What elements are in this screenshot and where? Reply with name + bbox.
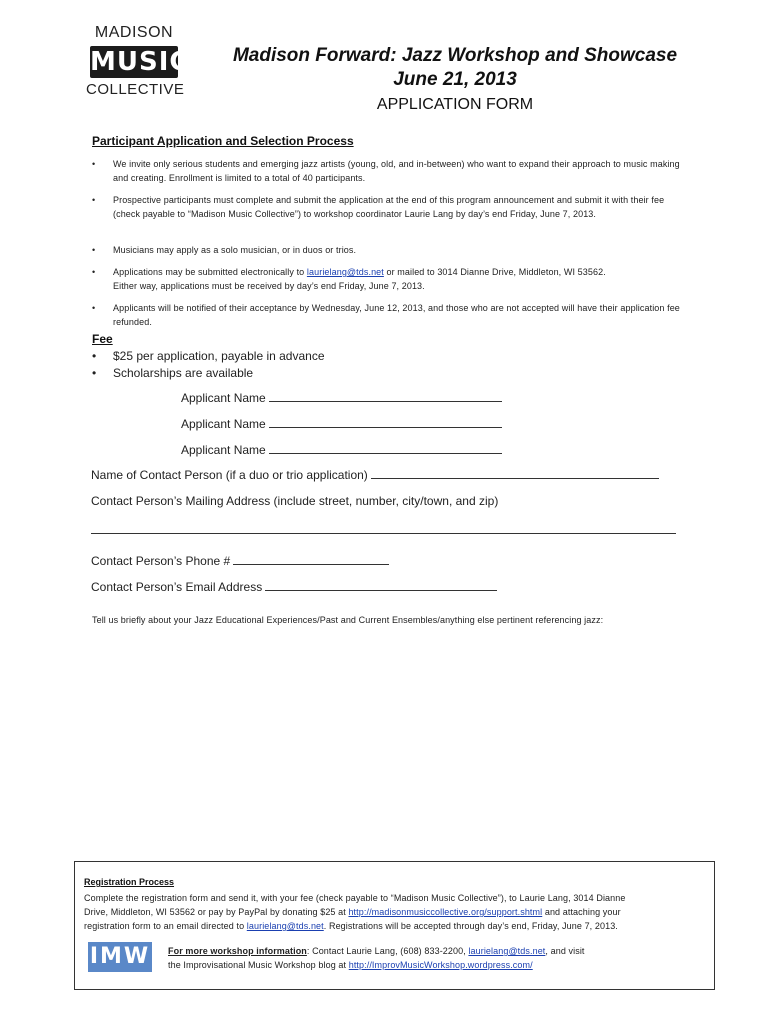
phone-input[interactable] <box>233 554 389 565</box>
contact-name-input[interactable] <box>371 468 659 479</box>
applicant-name-input-1[interactable] <box>269 391 502 402</box>
fee-heading: Fee <box>92 332 113 346</box>
bullet-icon: • <box>92 159 96 169</box>
imw-logo: IMW <box>88 942 152 972</box>
mailing-address-label: Contact Person’s Mailing Address (include street, number, city/town, and zip) <box>91 494 499 508</box>
bullet-icon: • <box>92 349 97 363</box>
event-title: Madison Forward: Jazz Workshop and Showcase <box>232 45 678 66</box>
bullet-icon: • <box>92 245 96 255</box>
blog-line: the Improvisational Music Workshop blog at http://ImprovMusicWorkshop.wordpress.com/ <box>168 960 533 970</box>
bullet-icon: • <box>92 366 97 380</box>
bullet-icon: • <box>92 303 96 313</box>
logo-mid-text: MUSIC <box>90 47 190 77</box>
experience-prompt: Tell us briefly about your Jazz Educational Experiences/Past and Current Ensembles/anything else pertinent referencing jazz: <box>92 615 604 625</box>
applicant-name-field-2: Applicant Name <box>181 417 502 431</box>
registration-line-1: Complete the registration form and send it, with your fee (check payable to “Madison Music Collective”), to Laurie Lang, 3014 Dianne <box>84 893 626 903</box>
participant-section-heading: Participant Application and Selection Process <box>92 134 354 148</box>
madison-music-collective-logo <box>86 24 190 98</box>
applicant-name-input-2[interactable] <box>269 417 502 428</box>
info-line: For more workshop information: Contact Laurie Lang, (608) 833-2200, laurielang@tds.net, and visit <box>168 946 585 956</box>
email-field: Contact Person’s Email Address <box>91 580 497 594</box>
registration-heading: Registration Process <box>84 877 175 887</box>
registration-line-3: registration form to an email directed to laurielang@tds.net. Registrations will be accepted through day’s end, Friday, June 7, 2013. <box>84 921 618 931</box>
bullet-icon: • <box>92 267 96 277</box>
applicant-name-input-3[interactable] <box>269 443 502 454</box>
contact-name-field: Name of Contact Person (if a duo or trio application) <box>91 468 659 482</box>
bullet-icon: • <box>92 195 96 205</box>
email-input[interactable] <box>265 580 497 591</box>
experience-answer-area[interactable] <box>92 632 692 852</box>
logo-bottom-text: COLLECTIVE <box>86 81 185 98</box>
blog-link[interactable]: http://ImprovMusicWorkshop.wordpress.com/ <box>348 960 533 970</box>
coordinator-email-link[interactable]: laurielang@tds.net <box>306 267 384 277</box>
registration-email-link[interactable]: laurielang@tds.net <box>246 921 324 931</box>
phone-field: Contact Person’s Phone # <box>91 554 389 568</box>
registration-line-2: Drive, Middleton, WI 53562 or pay by PayPal by donating $25 at http://madisonmusiccollective.org/support.shtml and attaching your <box>84 907 621 917</box>
mailing-address-input[interactable] <box>91 523 676 534</box>
support-page-link[interactable]: http://madisonmusiccollective.org/support.shtml <box>348 907 543 917</box>
applicant-name-field-1: Applicant Name <box>181 391 502 405</box>
logo-top-text: MADISON <box>94 24 174 41</box>
form-heading: APPLICATION FORM <box>376 96 534 113</box>
event-date: June 21, 2013 <box>393 69 517 90</box>
applicant-name-field-3: Applicant Name <box>181 443 502 457</box>
info-email-link[interactable]: laurielang@tds.net <box>468 946 546 956</box>
